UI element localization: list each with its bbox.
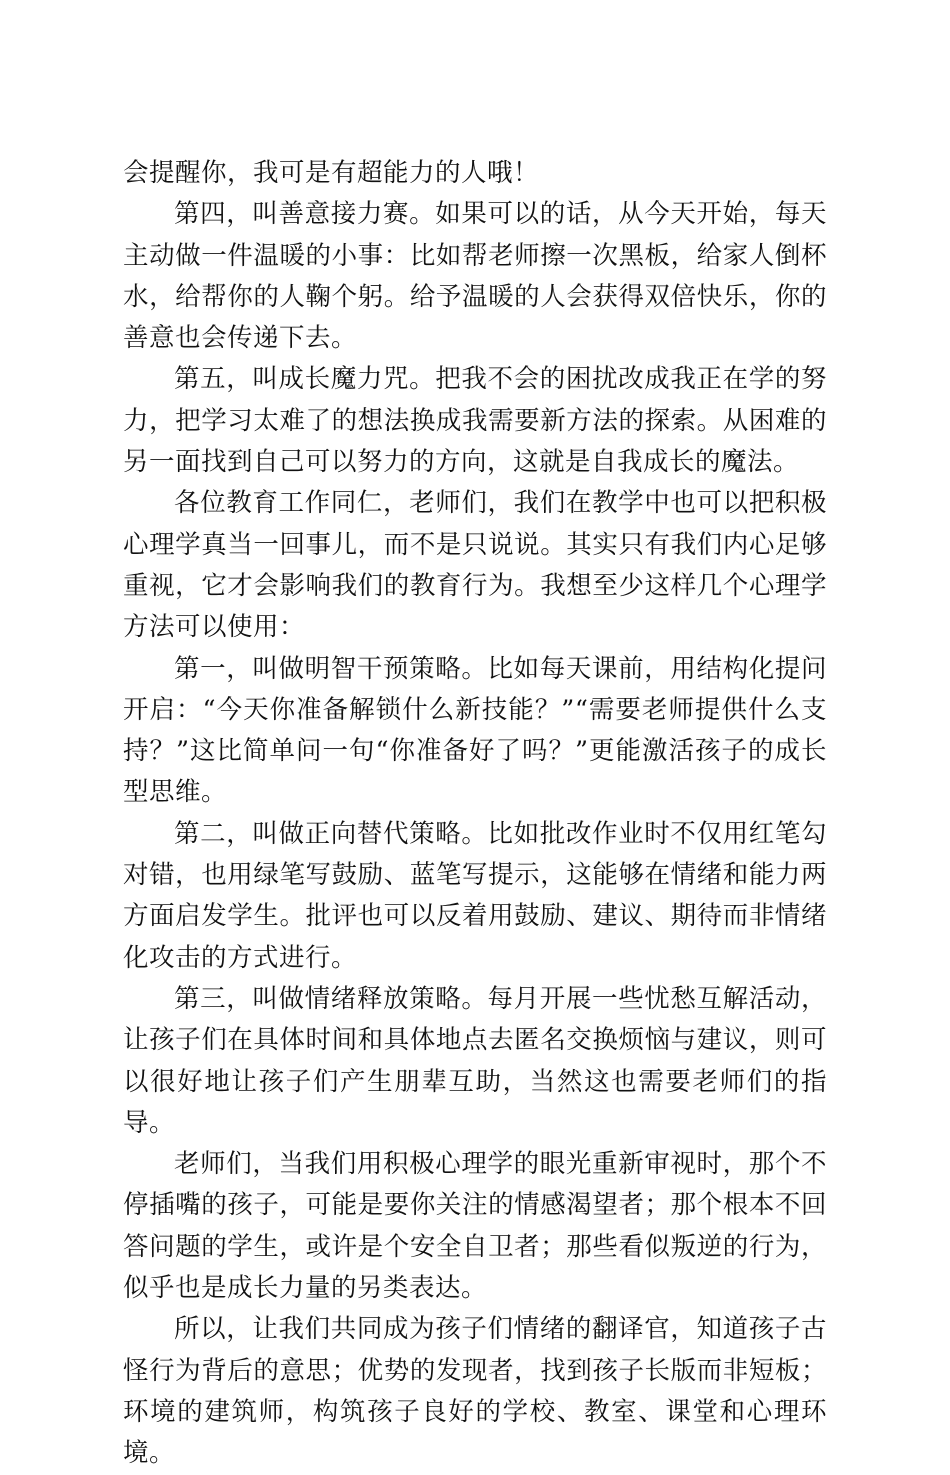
paragraph-kindness-relay: 第四，叫善意接力赛。如果可以的话，从今天开始，每天主动做一件温暖的小事：比如帮老师擦一次黑板，给家人倒杯水，给帮你的人鞠个躬。给予温暖的人会获得双倍快乐，你的善意也会传递下去。 (123, 199, 827, 354)
paragraph-wise-intervention: 第一，叫做明智干预策略。比如每天课前，用结构化提问开启：“今天你准备解锁什么新技能？”“需要老师提供什么支持？”这比简单问一句“你准备好了吗？”更能激活孩子的成长型思维。 (123, 653, 827, 808)
paragraph-conclusion: 所以，让我们共同成为孩子们情绪的翻译官，知道孩子古怪行为背后的意思；优势的发现者，找到孩子长版而非短板；环境的建筑师，构筑孩子良好的学校、教室、课堂和心理环境。 (123, 1314, 827, 1469)
paragraph-growth-spell: 第五，叫成长魔力咒。把我不会的困扰改成我正在学的努力，把学习太难了的想法换成我需要新方法的探索。从困难的另一面找到自己可以努力的方向，这就是自我成长的魔法。 (123, 364, 827, 478)
paragraph-positive-substitution: 第二，叫做正向替代策略。比如批改作业时不仅用红笔勾对错，也用绿笔写鼓励、蓝笔写提示，这能够在情绪和能力两方面启发学生。批评也可以反着用鼓励、建议、期待而非情绪化攻击的方式进行。 (123, 818, 827, 973)
paragraph-reexamine: 老师们，当我们用积极心理学的眼光重新审视时，那个不停插嘴的孩子，可能是要你关注的情感渴望者；那个根本不回答问题的学生，或许是个安全自卫者；那些看似叛逆的行为，似乎也是成长力量的另类表达。 (123, 1149, 827, 1304)
paragraph-continuation: 会提醒你，我可是有超能力的人哦！ (123, 158, 540, 188)
paragraph-address-teachers: 各位教育工作同仁，老师们，我们在教学中也可以把积极心理学真当一回事儿，而不是只说说。其实只有我们内心足够重视，它才会影响我们的教育行为。我想至少这样几个心理学方法可以使用： (123, 488, 827, 643)
document-body (123, 153, 827, 1475)
paragraph-emotion-release: 第三，叫做情绪释放策略。每月开展一些忧愁互解活动，让孩子们在具体时间和具体地点去匿名交换烦恼与建议，则可以很好地让孩子们产生朋辈互助，当然这也需要老师们的指导。 (123, 983, 827, 1138)
